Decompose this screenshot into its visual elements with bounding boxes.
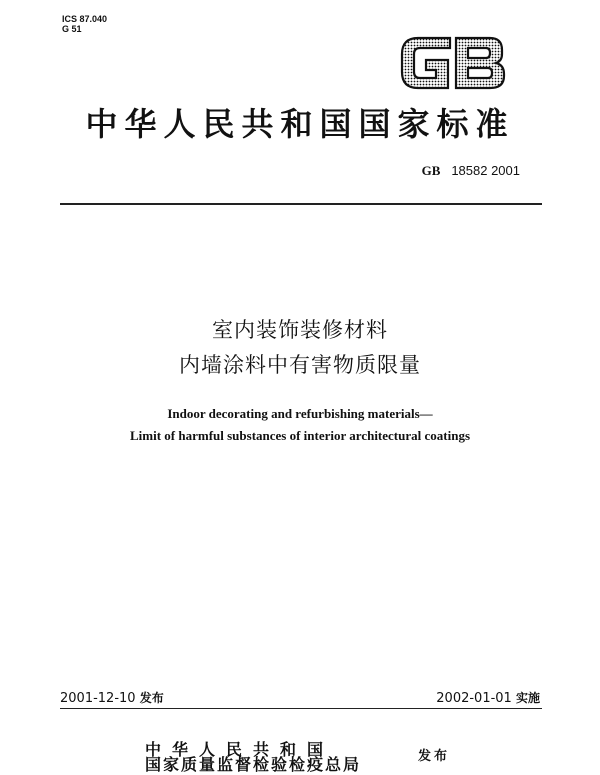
bottom-divider (60, 708, 542, 709)
publish-label: 发布 (418, 749, 451, 764)
title-en-line2: Limit of harmful substances of interior architectural coatings (129, 428, 470, 443)
ics-code: ICS 87.040 (62, 14, 108, 24)
issue-date (60, 689, 164, 706)
standard-number-value: 18582 2001 (451, 163, 520, 178)
standard-number (422, 163, 520, 179)
top-divider (60, 203, 542, 205)
ccs-code: G 51 (62, 24, 82, 34)
title-cn-line1: 室内装饰装修材料 (212, 318, 388, 342)
standard-title: 中华人民共和国国家标准 (85, 105, 515, 143)
gb-logo (398, 32, 508, 94)
implement-date-label: 实施 (515, 691, 540, 705)
gb-logo-icon (398, 32, 508, 94)
standard-prefix: GB (421, 163, 441, 178)
classification-codes (62, 14, 107, 34)
implement-date (436, 689, 540, 706)
issue-date-value: 2001-12-10 (60, 691, 136, 706)
title-cn-line2: 内墙涂料中有害物质限量 (179, 353, 421, 377)
title-en-line1: Indoor decorating and refurbishing materials— (167, 406, 433, 421)
implement-date-value: 2002-01-01 (436, 691, 512, 706)
issuer-line2: 国家质量监督检验检疫总局 (145, 755, 362, 774)
issue-date-label: 发布 (139, 691, 164, 705)
issuer-line1: 中华人民共和国 (145, 740, 335, 759)
